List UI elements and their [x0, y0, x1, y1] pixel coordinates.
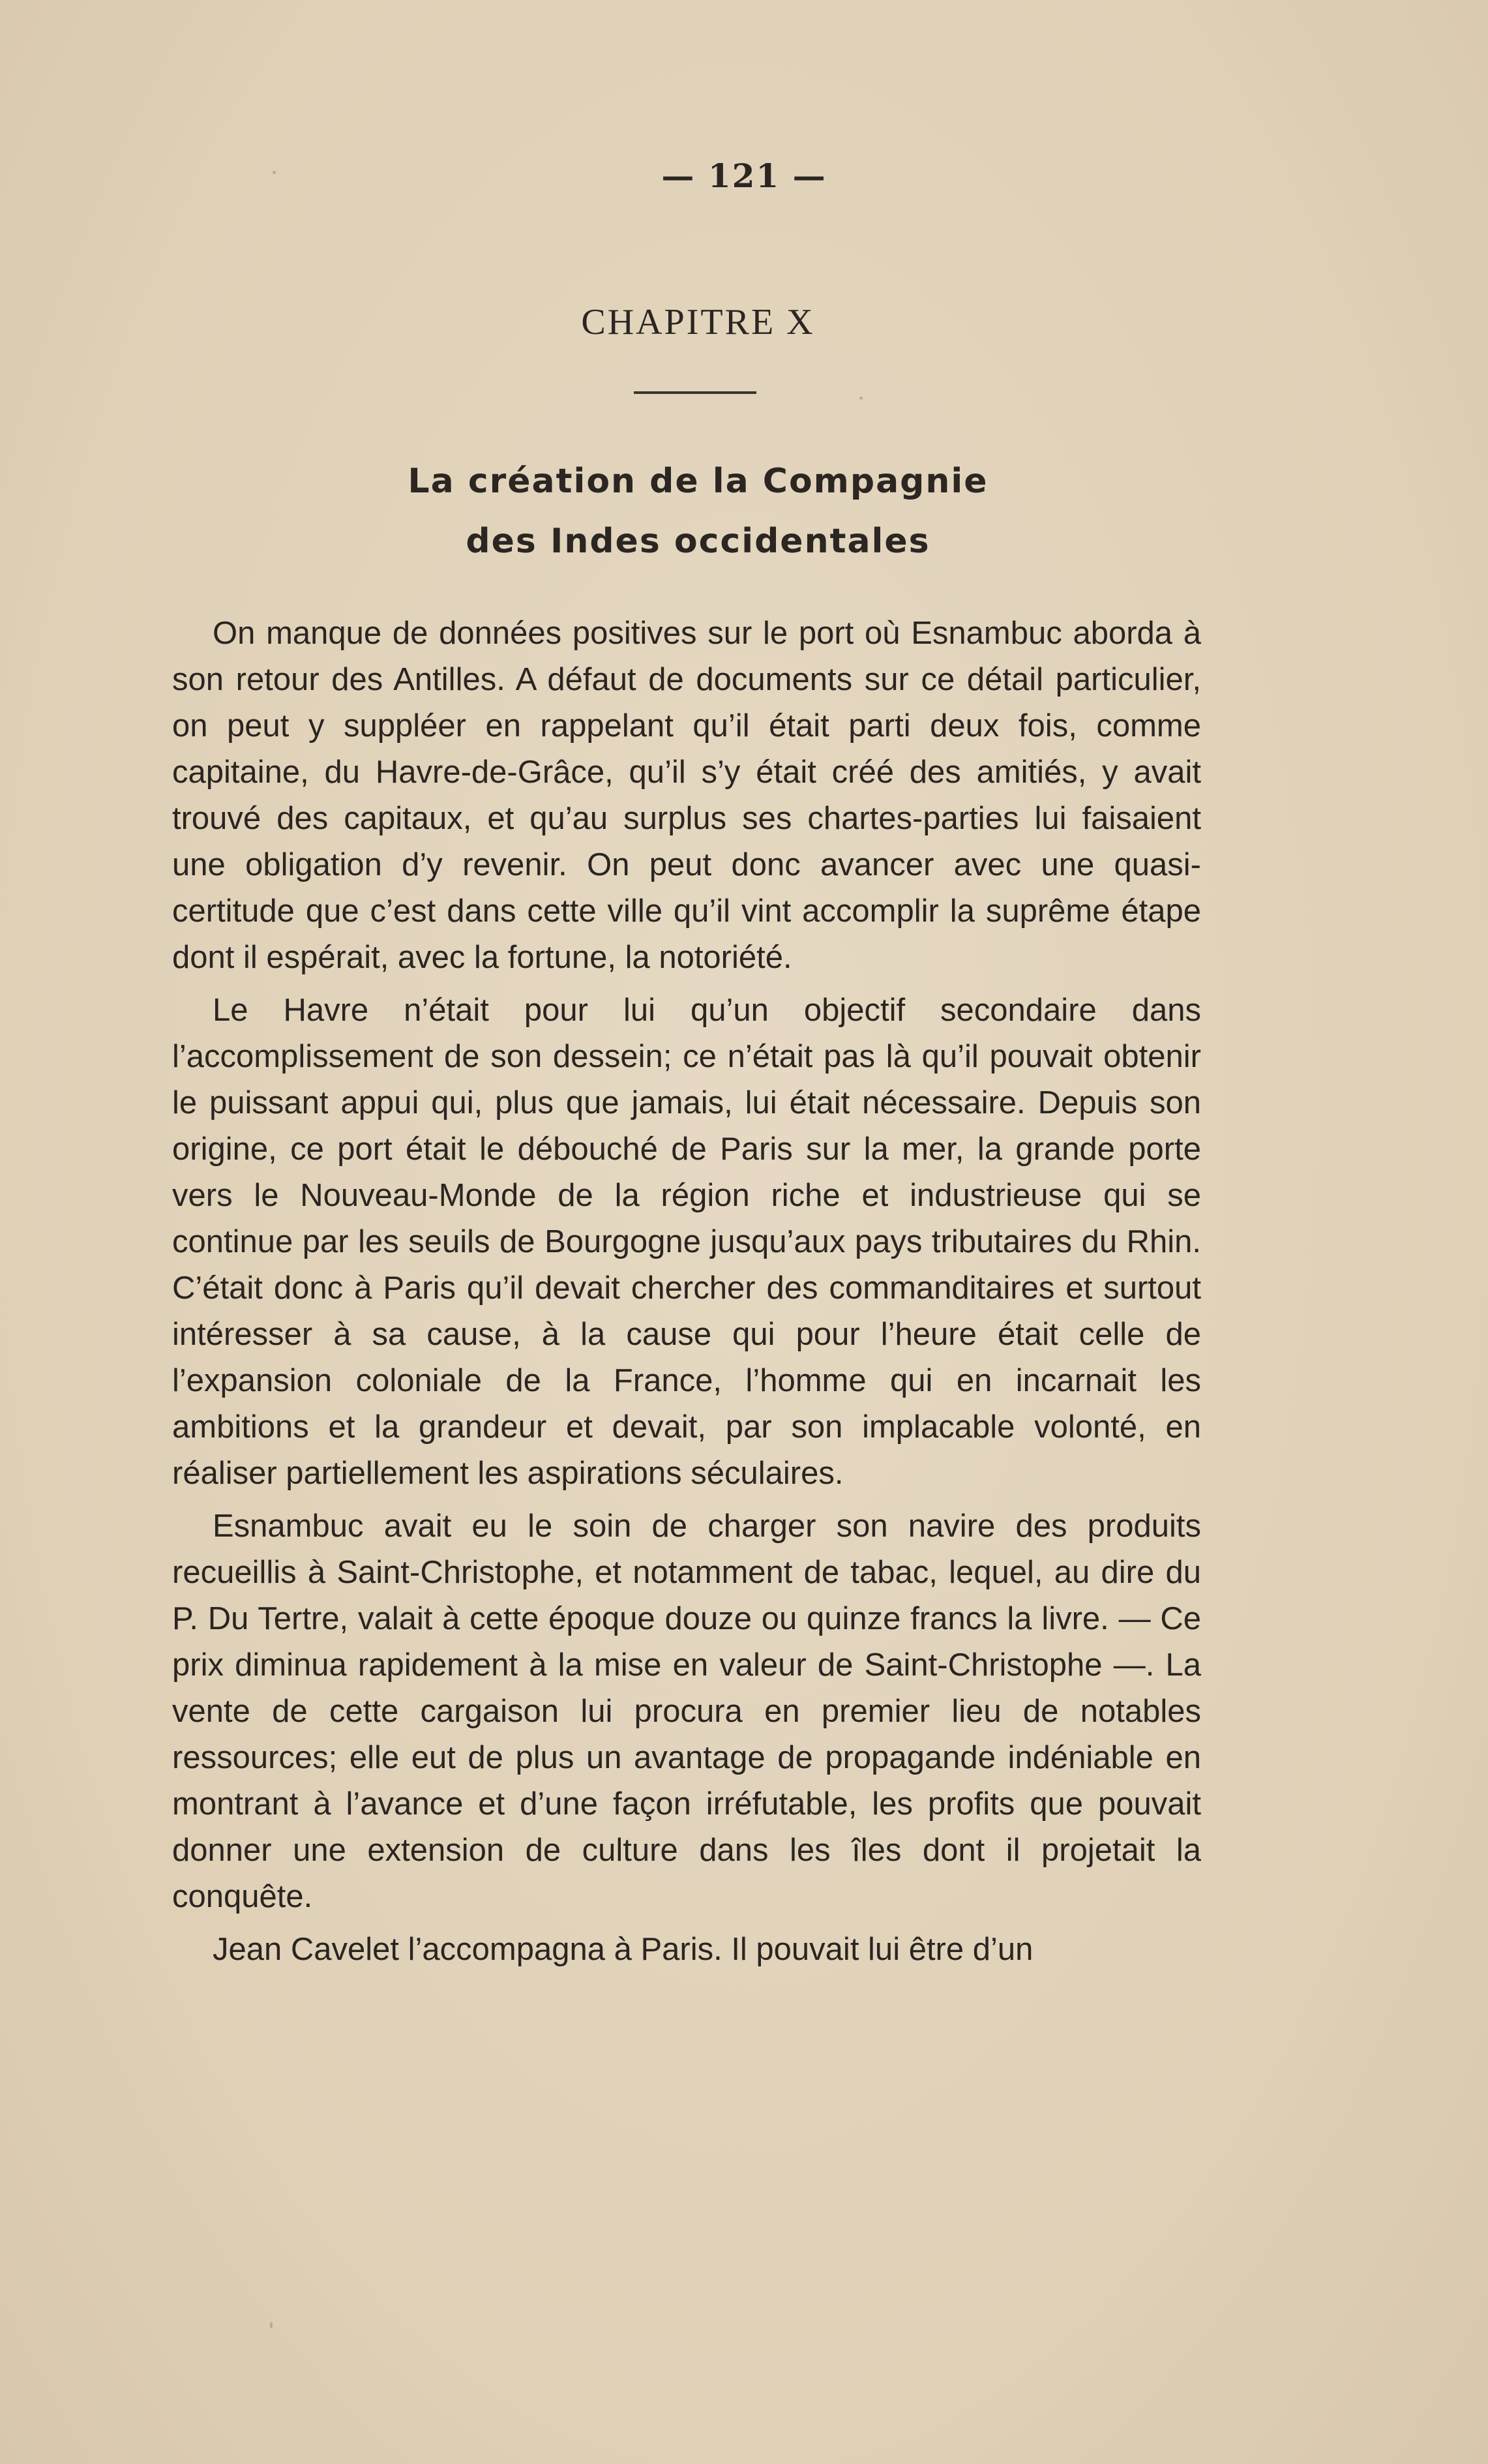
paragraph: Jean Cavelet l’accompagna à Paris. Il pouvait lui être d’un: [213, 1932, 1034, 1967]
chapter-title-line-2: des Indes occidentales: [466, 522, 930, 561]
chapter-title-line-1: La création de la Compagnie: [408, 462, 989, 501]
paragraph: On manque de données positives sur le port où Esnambuc aborda à son retour des Antilles. A défaut de documents sur ce détail particulier, on peut y suppléer en rappelant qu’il était parti deux fois, comme capitaine, du Havre-de-Grâce, qu’il s’y était créé des amitiés, y avait trouvé des capitaux, et qu’au surplus ses chartes-parties lui faisaient une obligation d’y revenir. On peut donc avancer avec une quasi-certitude que c’est dans cette ville qu’il vint accomplir la suprême étape dont il espérait, avec la fortune, la notoriété.: [172, 616, 1201, 975]
paper-speck: [273, 171, 276, 174]
paragraph: Le Havre n’était pour lui qu’un objectif secondaire dans l’accomplissement de son dessein; ce n’était pas là qu’il pouvait obtenir le puissant appui qui, plus que jamais, lui était nécessaire. Depuis son origine, ce port était le débouché de Paris sur la mer, la grande porte vers le Nouveau-Monde de la région riche et industrieuse qui se continue par les seuils de Bourgogne jusqu’aux pays tributaires du Rhin. C’était donc à Paris qu’il devait chercher des commanditaires et surtout intéresser à sa cause, à la cause qui pour l’heure était celle de l’expansion coloniale de la France, l’homme qui en incarnait les ambitions et la grandeur et devait, par son implacable volonté, en réaliser partiellement les aspirations séculaires.: [172, 993, 1201, 1491]
paper-speck: [270, 2322, 273, 2328]
body-text: [172, 610, 1201, 1973]
chapter-divider: [634, 391, 756, 394]
paper-speck: [859, 397, 863, 400]
paragraph: Esnambuc avait eu le soin de charger son navire des produits recueillis à Saint-Christophe, et notamment de tabac, lequel, au dire du P. Du Tertre, valait à cette époque douze ou quinze francs la livre. — Ce prix diminua rapidement à la mise en valeur de Saint-Christophe —. La vente de cette cargaison lui procura en premier lieu de notables ressources; elle eut de plus un avantage de propagande indéniable en montrant à l’avance et d’une façon irréfutable, les profits que pouvait donner une extension de culture dans les îles dont il projetait la conquête.: [172, 1509, 1201, 1914]
chapter-heading: CHAPITRE X: [581, 302, 815, 342]
page-number: — 121 —: [661, 157, 827, 195]
